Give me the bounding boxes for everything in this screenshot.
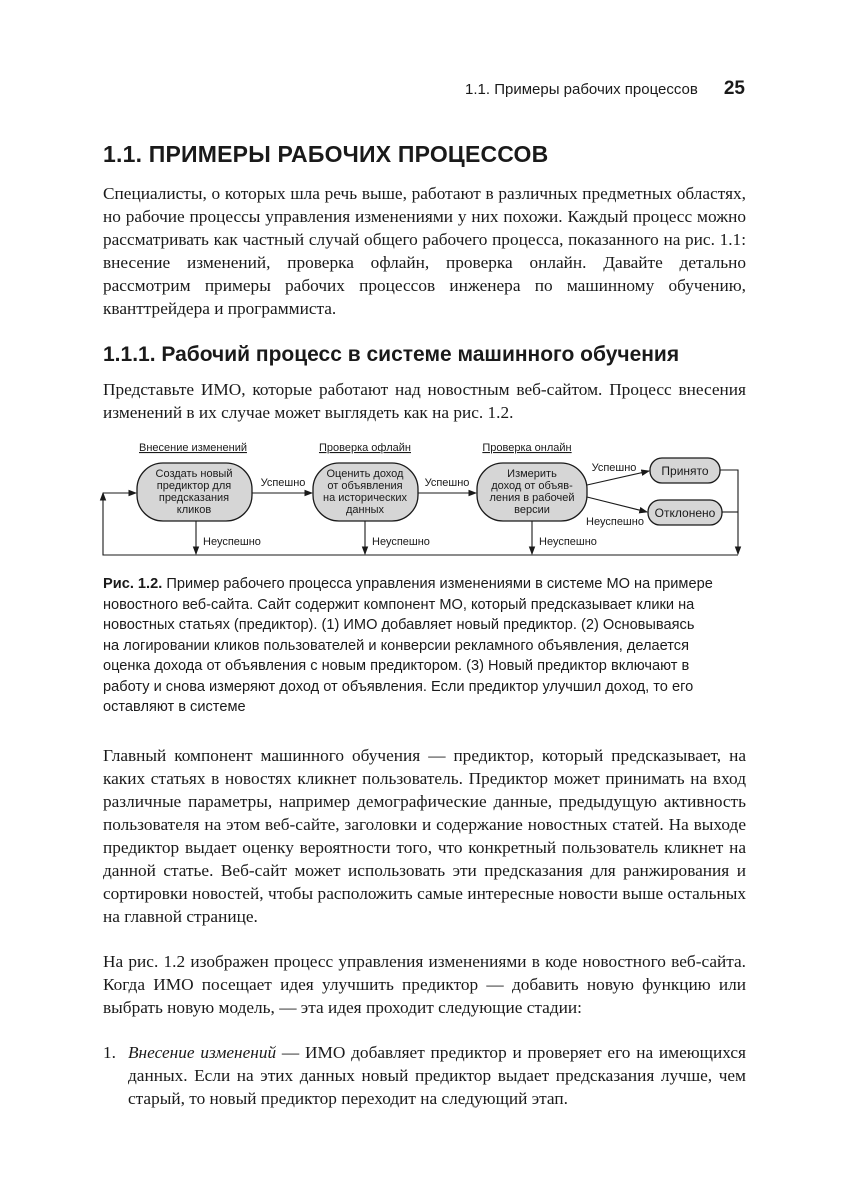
running-title: 1.1. Примеры рабочих процессов <box>465 81 698 98</box>
box-accepted <box>650 458 720 483</box>
edge-label-fail: Неуспешно <box>586 516 644 528</box>
box-text: версии <box>514 504 550 516</box>
stage-label-offline: Проверка офлайн <box>318 442 412 454</box>
paragraph-intro: Специалисты, о которых шла речь выше, работают в различных предметных областях, но рабочие процессы управления изменениями у них похожи. Каждый процесс можно рассматривать как частный случай общего рабочего процесса, показанного на рис. 1.1: внесение изменений, проверка офлайн, проверка онлайн. Давайте детально рассмотрим примеры рабочих процессов инженера по машинному обучению, кванттрейдера и программиста. <box>103 184 746 318</box>
edge-label-fail: Неуспешно <box>372 536 430 548</box>
stage-label-online: Проверка онлайн <box>482 442 572 454</box>
subsection-title: 1.1.1. Рабочий процесс в системе машинного обучения <box>103 343 680 366</box>
edge-label-fail: Неуспешно <box>203 536 261 548</box>
caption-label: Рис. 1.2. <box>103 576 163 592</box>
figure-caption <box>103 574 713 718</box>
box-text: Отклонено <box>654 506 716 520</box>
stage-label-changes: Внесение изменений <box>139 442 247 454</box>
box-text: Оценить доход <box>326 468 404 480</box>
box-text: кликов <box>176 504 212 516</box>
workflow-diagram <box>95 434 755 564</box>
list-item <box>103 1041 746 1110</box>
box-text: на исторических <box>323 492 407 504</box>
edge-label-success: Успешно <box>424 477 470 489</box>
box-text: данных <box>345 504 385 516</box>
box-rejected <box>648 500 722 525</box>
edge-label-success: Успешно <box>591 462 637 474</box>
box-text: доход от объяв- <box>491 480 573 492</box>
box-offline-eval <box>313 463 418 521</box>
box-text: предиктор для <box>156 480 232 492</box>
paragraph-predictor: Главный компонент машинного обучения — предиктор, который предсказывает, на каких статьях в новостях кликнет пользователь. Предиктор может принимать на вход различные параметры, например демографические данные, предыдущую активность пользователя на этом веб-сайте, заголовки и содержание новостных статей. На выходе предиктор выдает оценку вероятности того, что конкретный пользователь кликнет на данной статье. Веб-сайт может использовать эти предсказания для ранжирования и сортировки новостей, чтобы расположить самые интересные новости выше остальных на главной странице. <box>103 745 746 926</box>
paragraph-process: На рис. 1.2 изображен процесс управления изменениями в коде новостного веб-сайта. Когда ИМО посещает идея улучшить предиктор — добавить новую функцию или выбрать новую модель, — эта идея проходит следующие стадии: <box>103 951 746 1017</box>
list-number: 1. <box>103 1042 116 1062</box>
box-text: от объявления <box>327 480 403 492</box>
page-number: 25 <box>723 78 745 99</box>
paragraph-setup: Представьте ИМО, которые работают над новостным веб-сайтом. Процесс внесения изменений в их случае может выглядеть как на рис. 1.2. <box>103 380 746 422</box>
box-text: Создать новый <box>155 468 233 480</box>
edge-label-success: Успешно <box>260 477 306 489</box>
page-body <box>103 0 746 1150</box>
box-online-eval <box>477 463 587 521</box>
box-text: ления в рабочей <box>489 492 575 504</box>
section-title: 1.1. ПРИМЕРЫ РАБОЧИХ ПРОЦЕССОВ <box>103 141 549 167</box>
box-create-predictor <box>137 463 252 521</box>
edge-label-fail: Неуспешно <box>539 536 597 548</box>
caption-text: Пример рабочего процесса управления изменениями в системе МО на примере новостного веб-сайта. Сайт содержит компонент МО, который предсказывает клики на новостных статьях (предиктор). (1) ИМО добавляет новый предиктор. (2) Основываясь на логировании кликов пользователей и конверсии рекламного объявления, делается оценка дохода от объявления с новым предиктором. (3) Новый предиктор включают в работу и снова измеряют доход от объявления. Если предиктор улучшил доход, то его оставляют в системе <box>103 576 713 715</box>
box-text: Принято <box>661 464 709 478</box>
list-term: Внесение изменений <box>128 1042 277 1062</box>
list-text: — ИМО добавляет предиктор и проверяет его на имеющихся данных. Если на этих данных новый предиктор выдает предсказания лучше, чем старый, то новый предиктор переходит на следующий этап. <box>128 1042 746 1108</box>
box-text: Измерить <box>507 468 557 480</box>
box-text: предсказания <box>158 492 230 504</box>
